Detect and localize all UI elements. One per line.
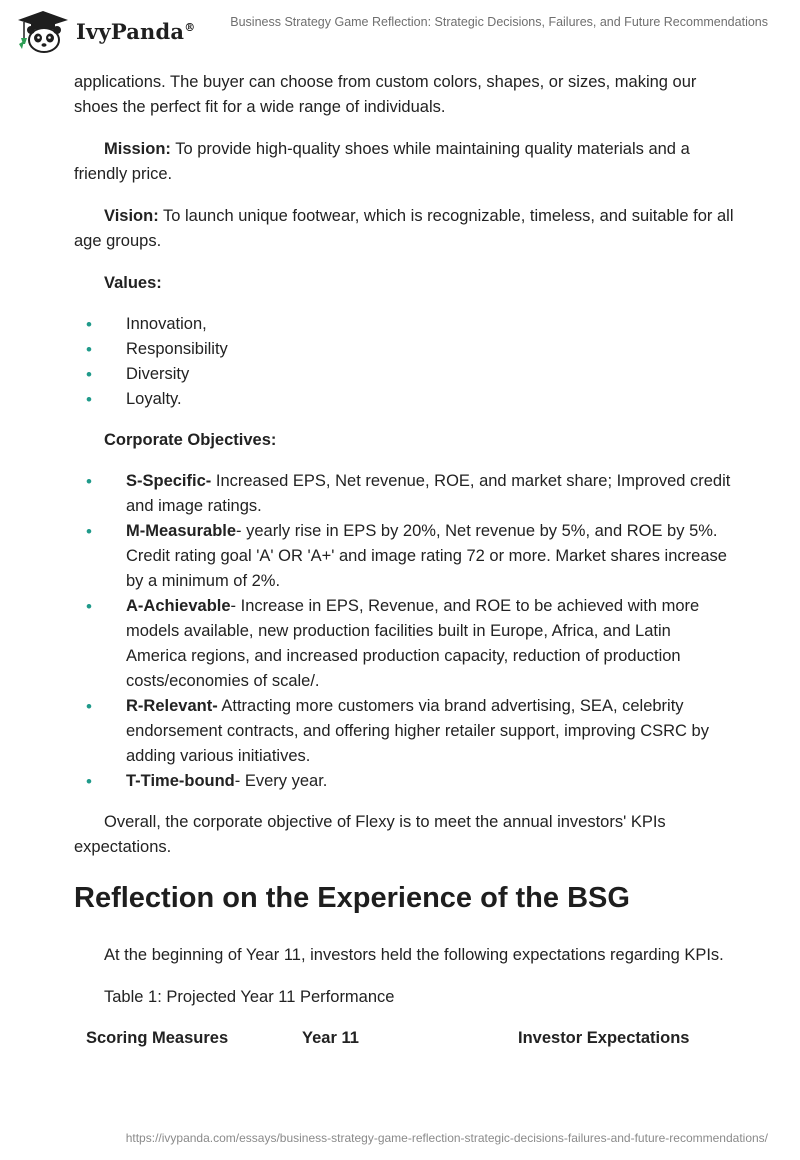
- section-heading: Reflection on the Experience of the BSG: [74, 882, 630, 914]
- table-header-cell: Scoring Measures: [86, 1029, 229, 1047]
- table-header-cell: Year 11: [302, 1029, 359, 1047]
- objective-text: - Increase in EPS, Revenue, and ROE to be achieved with more models available, new production facilities built in Europe, Africa, and Latin America regions, and increased production capacity, reduction of production costs/economies of scale/.: [126, 597, 700, 690]
- objective-term: R-Relevant-: [126, 697, 218, 715]
- page-header: [0, 0, 800, 62]
- panda-graduation-icon: [14, 8, 72, 54]
- objective-term: A-Achievable: [126, 597, 231, 615]
- list-item: [74, 519, 734, 594]
- article-body: [74, 70, 734, 1051]
- registered-mark: ®: [184, 20, 196, 34]
- ivypanda-logo[interactable]: [14, 8, 195, 54]
- list-item: • Responsibility: [74, 337, 734, 362]
- objective-term: M-Measurable: [126, 522, 237, 540]
- objectives-list: [74, 469, 734, 794]
- values-list: [74, 312, 734, 412]
- objective-text: Attracting more customers via brand advertising, SEA, celebrity endorsement contracts, and offering higher retailer support, improving CSRC by adding various initiatives.: [126, 697, 709, 765]
- objective-text: - yearly rise in EPS by 20%, Net revenue by 5%, and ROE by 5%. Credit rating goal 'A' OR 'A+' and image rating 72 or more. Market shares increase by a minimum of 2%.: [126, 522, 727, 590]
- table-caption: Table 1: Projected Year 11 Performance: [104, 988, 395, 1006]
- mission-text: To provide high-quality shoes while maintaining quality materials and a friendly price.: [74, 140, 690, 183]
- objectives-label: Corporate Objectives:: [104, 431, 277, 449]
- source-url[interactable]: https://ivypanda.com/essays/business-strategy-game-reflection-strategic-decisions-failures-and-future-recommendations/: [125, 1131, 768, 1145]
- logo-wordmark: [76, 19, 195, 44]
- intro-paragraph: applications. The buyer can choose from custom colors, shapes, or sizes, making our shoes the perfect fit for a wide range of individuals.: [74, 73, 697, 116]
- overall-paragraph: Overall, the corporate objective of Flexy is to meet the annual investors' KPIs expectations.: [74, 813, 666, 856]
- list-item: [74, 594, 734, 694]
- objective-text: Increased EPS, Net revenue, ROE, and market share; Improved credit and image ratings.: [126, 472, 731, 515]
- section-intro-paragraph: At the beginning of Year 11, investors held the following expectations regarding KPIs.: [104, 946, 724, 964]
- list-item: [74, 694, 734, 769]
- vision-paragraph: [74, 204, 734, 254]
- list-item: • Innovation,: [74, 312, 734, 337]
- mission-label: Mission:: [104, 140, 171, 158]
- values-label: Values:: [104, 274, 162, 292]
- list-item: • Diversity: [74, 362, 734, 387]
- list-item: • Loyalty.: [74, 387, 734, 412]
- table-header-row: [86, 1026, 734, 1051]
- mission-paragraph: [74, 137, 734, 187]
- logo-name: IvyPanda: [76, 18, 185, 44]
- objective-term: T-Time-bound: [126, 772, 235, 790]
- objective-text: - Every year.: [234, 772, 328, 790]
- table-header-cell: Investor Expectations: [518, 1029, 690, 1047]
- document-title: Business Strategy Game Reflection: Strategic Decisions, Failures, and Future Recommendations: [230, 15, 768, 29]
- vision-text: To launch unique footwear, which is recognizable, timeless, and suitable for all age groups.: [74, 207, 734, 250]
- list-item: [74, 469, 734, 519]
- objective-term: S-Specific-: [126, 472, 212, 490]
- list-item: [74, 769, 734, 794]
- vision-label: Vision:: [104, 207, 159, 225]
